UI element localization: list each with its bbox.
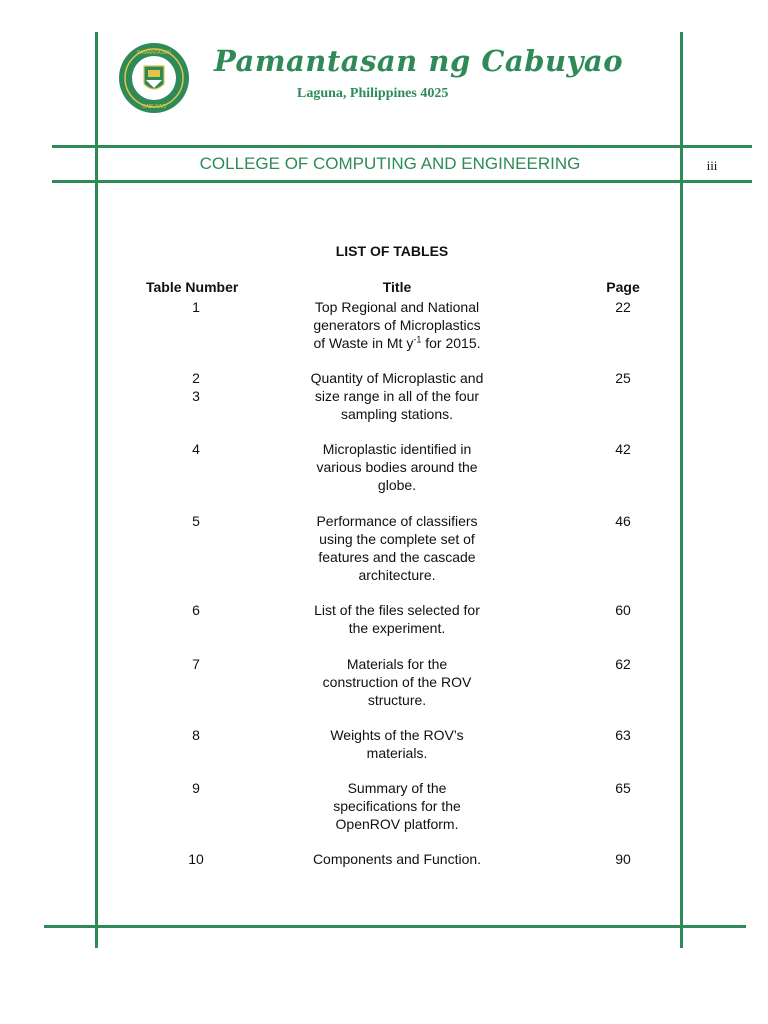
list-of-tables-title: LIST OF TABLES <box>335 243 449 259</box>
column-header-page: Page <box>606 279 640 295</box>
table-number: 2 3 <box>192 370 200 404</box>
table-title: Microplastic identified in various bodies around the globe. <box>316 441 478 493</box>
table-number: 4 <box>192 441 200 457</box>
table-number: 8 <box>192 727 200 743</box>
header-top-rule <box>52 145 752 148</box>
table-title: Components and Function. <box>312 851 482 867</box>
page-number: iii <box>706 158 718 173</box>
table-page: 90 <box>615 851 631 867</box>
table-number: 6 <box>192 602 200 618</box>
table-title: Materials for the construction of the ROV structure. <box>322 656 472 708</box>
table-page: 65 <box>615 780 631 796</box>
table-page: 46 <box>615 513 631 529</box>
table-title: List of the files selected for the experiment. <box>314 602 480 636</box>
header-bottom-rule <box>52 180 752 183</box>
svg-text:PAMANTASAN: PAMANTASAN <box>137 50 171 56</box>
table-number: 10 <box>188 851 204 867</box>
table-number: 9 <box>192 780 200 796</box>
table-page: 63 <box>615 727 631 743</box>
table-page: 42 <box>615 441 631 457</box>
university-seal-logo <box>118 42 190 114</box>
svg-text:CABUYAO: CABUYAO <box>141 104 167 110</box>
table-title: Performance of classifiers using the complete set of features and the cascade architecture. <box>316 513 478 583</box>
college-name: COLLEGE OF COMPUTING AND ENGINEERING <box>199 154 581 173</box>
table-title: Summary of the specifications for the OpenROV platform. <box>333 780 461 832</box>
table-page: 62 <box>615 656 631 672</box>
footer-rule <box>44 925 746 928</box>
table-title: Quantity of Microplastic and size range in all of the four sampling stations. <box>310 370 484 422</box>
table-title: Weights of the ROV’s materials. <box>330 727 464 761</box>
table-number: 7 <box>192 656 200 672</box>
table-title: Top Regional and National generators of Microplastics of Waste in Mt $y^{-1}$ for 2015. <box>313 299 481 351</box>
university-location: Laguna, Philippines 4025 <box>297 86 449 101</box>
column-header-title: Title <box>382 279 412 295</box>
table-page: 25 <box>615 370 631 386</box>
table-page: 22 <box>615 299 631 315</box>
university-name: Pamantasan ng Cabuyao <box>214 44 624 78</box>
table-number: 5 <box>192 513 200 529</box>
table-page: 60 <box>615 602 631 618</box>
table-number: 1 <box>192 299 200 315</box>
column-header-table-number: Table Number <box>146 279 239 295</box>
